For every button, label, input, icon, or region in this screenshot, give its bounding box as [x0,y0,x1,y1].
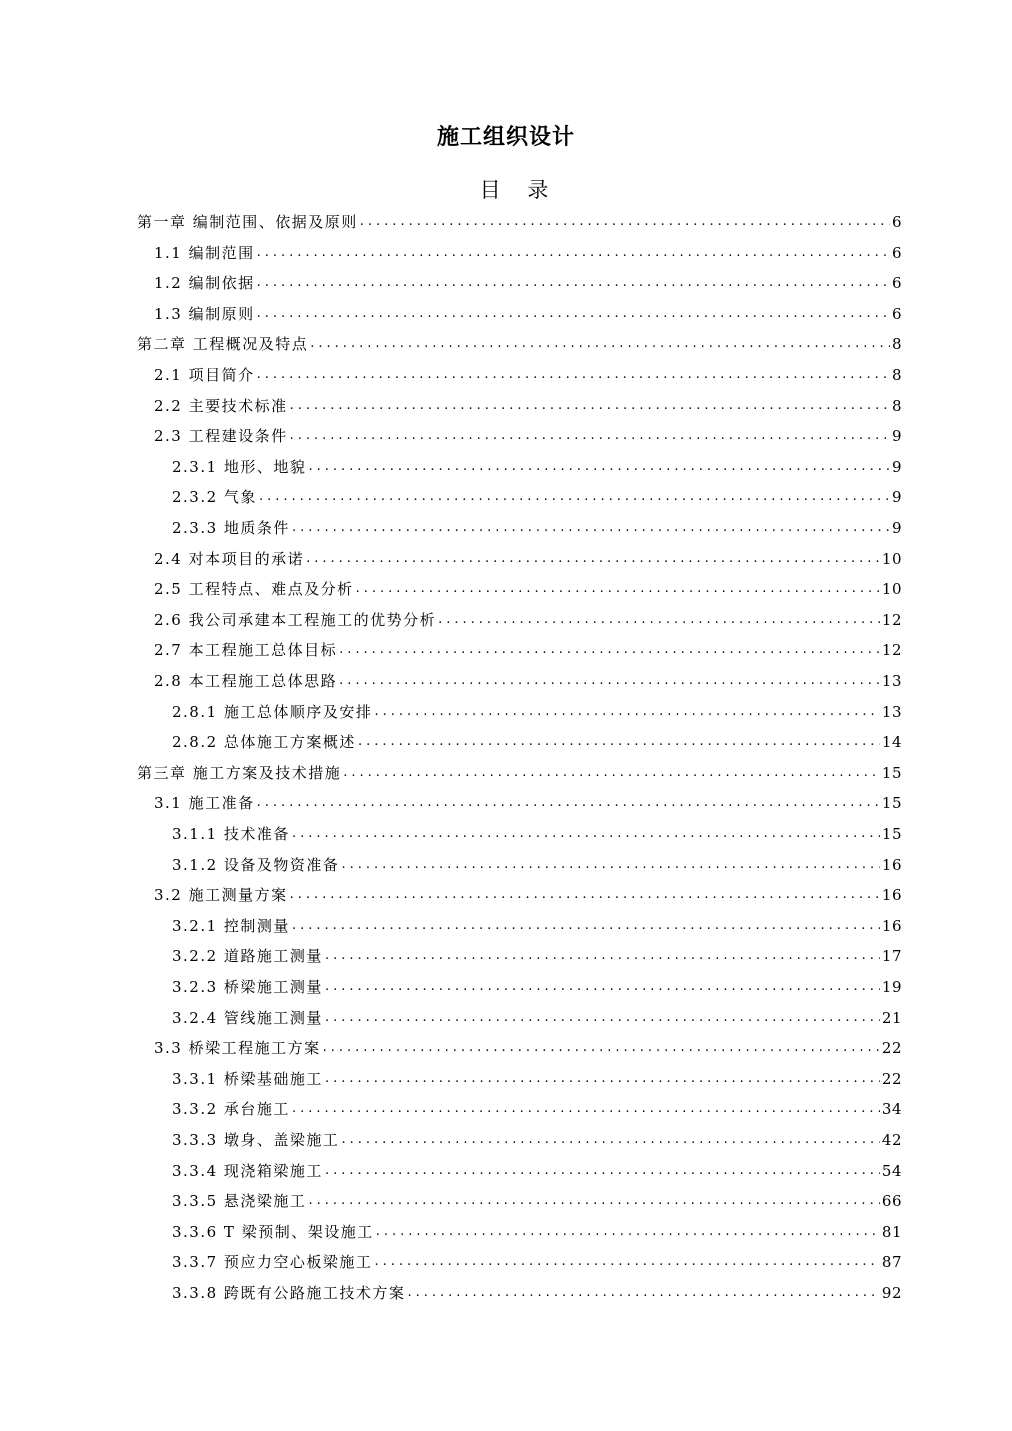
toc-entry-label: 3.1.1 技术准备 [172,825,290,843]
toc-entry-label: 2.1 项目简介 [154,366,255,384]
toc-entry-label: 2.7 本工程施工总体目标 [154,641,338,660]
toc-dot-leader [292,1094,880,1124]
toc-entry-page-number: 16 [881,855,902,874]
toc-entry[interactable] [172,452,902,482]
toc-entry[interactable] [172,727,902,757]
toc-dot-leader [325,1156,880,1186]
toc-entry-label: 1.3 编制原则 [154,304,255,323]
toc-entry-page-number: 6 [891,304,902,323]
toc-dot-leader [257,788,880,818]
toc-entry-page-number: 15 [881,825,902,843]
toc-entry-page-number: 81 [881,1222,902,1241]
toc-dot-leader [323,1033,880,1063]
toc-entry[interactable] [154,391,902,421]
toc-dot-leader [308,1186,879,1216]
toc-entry-page-number: 22 [881,1039,902,1058]
toc-entry[interactable] [154,788,902,818]
toc-dot-leader [325,941,880,971]
toc-entry-label: 2.3.2 气象 [172,488,257,507]
toc-entry-page-number: 6 [891,243,902,262]
toc-entry-label: 3.3.5 悬浇梁施工 [172,1192,307,1211]
toc-entry[interactable] [137,758,902,788]
toc-entry-page-number: 15 [881,794,902,813]
toc-entry-page-number: 13 [881,702,902,721]
toc-dot-leader [339,666,880,696]
toc-dot-leader [290,391,890,421]
toc-dot-leader [259,482,890,512]
toc-entry[interactable] [172,1247,902,1277]
toc-entry-label: 3.3 桥梁工程施工方案 [154,1039,321,1058]
toc-dot-leader [376,1217,880,1247]
toc-entry-page-number: 17 [881,947,902,966]
toc-entry-page-number: 8 [891,335,902,354]
toc-dot-leader [374,697,879,727]
toc-entry[interactable] [172,850,902,880]
toc-entry-page-number: 12 [881,610,902,629]
toc-entry[interactable] [154,574,902,604]
toc-entry-label: 1.1 编制范围 [154,243,255,262]
toc-entry[interactable] [137,329,902,359]
toc-entry-label: 3.1 施工准备 [154,794,255,813]
toc-entry-page-number: 22 [881,1069,902,1088]
toc-entry[interactable] [172,697,902,727]
toc-entry-page-number: 9 [891,488,902,507]
toc-dot-leader [257,299,890,329]
toc-entry-label: 3.2.4 管线施工测量 [172,1008,323,1027]
toc-entry-label: 第一章 编制范围、依据及原则 [137,213,358,231]
toc-entry[interactable] [154,544,902,574]
toc-entry-label: 3.2.2 道路施工测量 [172,947,323,966]
toc-entry-page-number: 54 [881,1161,902,1180]
toc-entry-page-number: 8 [891,366,902,384]
toc-dot-leader [325,1064,880,1094]
toc-entry[interactable] [154,268,902,298]
toc-entry-label: 2.2 主要技术标准 [154,396,288,415]
toc-entry-label: 3.2.1 控制测量 [172,916,290,935]
toc-entry-page-number: 6 [891,274,902,293]
toc-entry-label: 2.3 工程建设条件 [154,427,288,446]
toc-entry-label: 2.8.2 总体施工方案概述 [172,733,356,752]
toc-dot-leader [341,1125,879,1155]
toc-heading: 目 录 [479,178,559,202]
toc-entry-page-number: 13 [881,672,902,690]
toc-entry[interactable] [172,1156,902,1186]
toc-dot-leader [257,268,890,298]
toc-entry[interactable] [172,482,902,512]
toc-entry-label: 3.3.1 桥梁基础施工 [172,1069,323,1088]
toc-dot-leader [290,880,880,910]
toc-entry[interactable] [172,1217,902,1247]
toc-entry-page-number: 9 [891,427,902,446]
toc-entry-page-number: 16 [881,916,902,935]
toc-entry-page-number: 66 [881,1192,902,1211]
toc-entry[interactable] [137,207,902,237]
toc-dot-leader [325,972,880,1002]
toc-entry-page-number: 42 [881,1131,902,1149]
toc-entry-label: 2.8 本工程施工总体思路 [154,672,338,690]
toc-dot-leader [356,574,880,604]
toc-entry-page-number: 34 [881,1100,902,1119]
toc-entry-label: 3.2.3 桥梁施工测量 [172,978,323,996]
document-title: 施工组织设计 [436,125,575,150]
toc-entry-page-number: 10 [881,549,902,568]
toc-entry-label: 2.6 我公司承建本工程施工的优势分析 [154,610,437,629]
toc-dot-leader [325,1003,880,1033]
toc-entry-page-number: 8 [891,396,902,415]
toc-entry-page-number: 92 [881,1284,902,1302]
toc-entry[interactable] [172,819,902,849]
toc-entry-label: 2.3.3 地质条件 [172,519,290,537]
toc-entry-page-number: 9 [891,457,902,476]
toc-entry-label: 2.4 对本项目的承诺 [154,549,305,568]
toc-entry[interactable] [154,238,902,268]
toc-entry-label: 2.8.1 施工总体顺序及安排 [172,702,373,721]
toc-dot-leader [308,452,890,482]
toc-entry-label: 3.3.4 现浇箱梁施工 [172,1161,323,1180]
toc-entry-label: 1.2 编制依据 [154,274,255,293]
toc-dot-leader [292,819,880,849]
toc-entry-page-number: 19 [881,978,902,996]
toc-entry-label: 2.5 工程特点、难点及分析 [154,580,354,599]
toc-dot-leader [292,513,890,543]
toc-dot-leader [292,911,880,941]
toc-entry-page-number: 16 [881,886,902,905]
toc-dot-leader [360,207,890,237]
toc-entry[interactable] [172,1064,902,1094]
toc-dot-leader [407,1278,879,1308]
toc-entry[interactable] [172,1094,902,1124]
toc-entry-label: 第二章 工程概况及特点 [137,335,309,354]
toc-dot-leader [343,758,880,788]
toc-dot-leader [341,850,879,880]
toc-entry[interactable] [172,972,902,1002]
toc-dot-leader [339,635,880,665]
toc-entry-page-number: 87 [881,1253,902,1272]
toc-dot-leader [306,544,880,574]
toc-entry[interactable] [154,299,902,329]
toc-entry-page-number: 21 [881,1008,902,1027]
toc-entry[interactable] [172,1003,902,1033]
toc-entry[interactable] [154,880,902,910]
toc-entry[interactable] [154,1033,902,1063]
toc-entry-page-number: 14 [881,733,902,752]
toc-entry-page-number: 9 [891,519,902,537]
toc-dot-leader [257,360,890,390]
toc-entry-page-number: 15 [881,763,902,782]
toc-entry[interactable] [172,911,902,941]
toc-entry[interactable] [172,1186,902,1216]
toc-entry-label: 3.2 施工测量方案 [154,886,288,905]
toc-entry[interactable] [154,666,902,696]
toc-entry[interactable] [154,635,902,665]
toc-dot-leader [257,238,890,268]
toc-entry-label: 3.3.2 承台施工 [172,1100,290,1119]
toc-dot-leader [438,605,880,635]
toc-dot-leader [374,1247,879,1277]
toc-entry[interactable] [154,360,902,390]
toc-dot-leader [358,727,880,757]
toc-entry-label: 3.3.8 跨既有公路施工技术方案 [172,1284,406,1302]
toc-entry[interactable] [154,421,902,451]
toc-entry[interactable] [172,1278,902,1308]
toc-entry-page-number: 12 [881,641,902,660]
toc-entry-page-number: 10 [881,580,902,599]
toc-entry[interactable] [172,1125,902,1155]
toc-entry-page-number: 6 [891,213,902,231]
toc-entry-label: 第三章 施工方案及技术措施 [137,763,342,782]
toc-entry-label: 3.3.7 预应力空心板梁施工 [172,1253,373,1272]
toc-entry-label: 2.3.1 地形、地貌 [172,457,307,476]
toc-entry-label: 3.3.6 T 梁预制、架设施工 [172,1222,374,1241]
toc-entry[interactable] [172,941,902,971]
toc-dot-leader [310,329,890,359]
toc-entry-label: 3.1.2 设备及物资准备 [172,855,340,874]
toc-entry[interactable] [154,605,902,635]
toc-dot-leader [290,421,890,451]
toc-entry-label: 3.3.3 墩身、盖梁施工 [172,1131,340,1149]
toc-entry[interactable] [172,513,902,543]
